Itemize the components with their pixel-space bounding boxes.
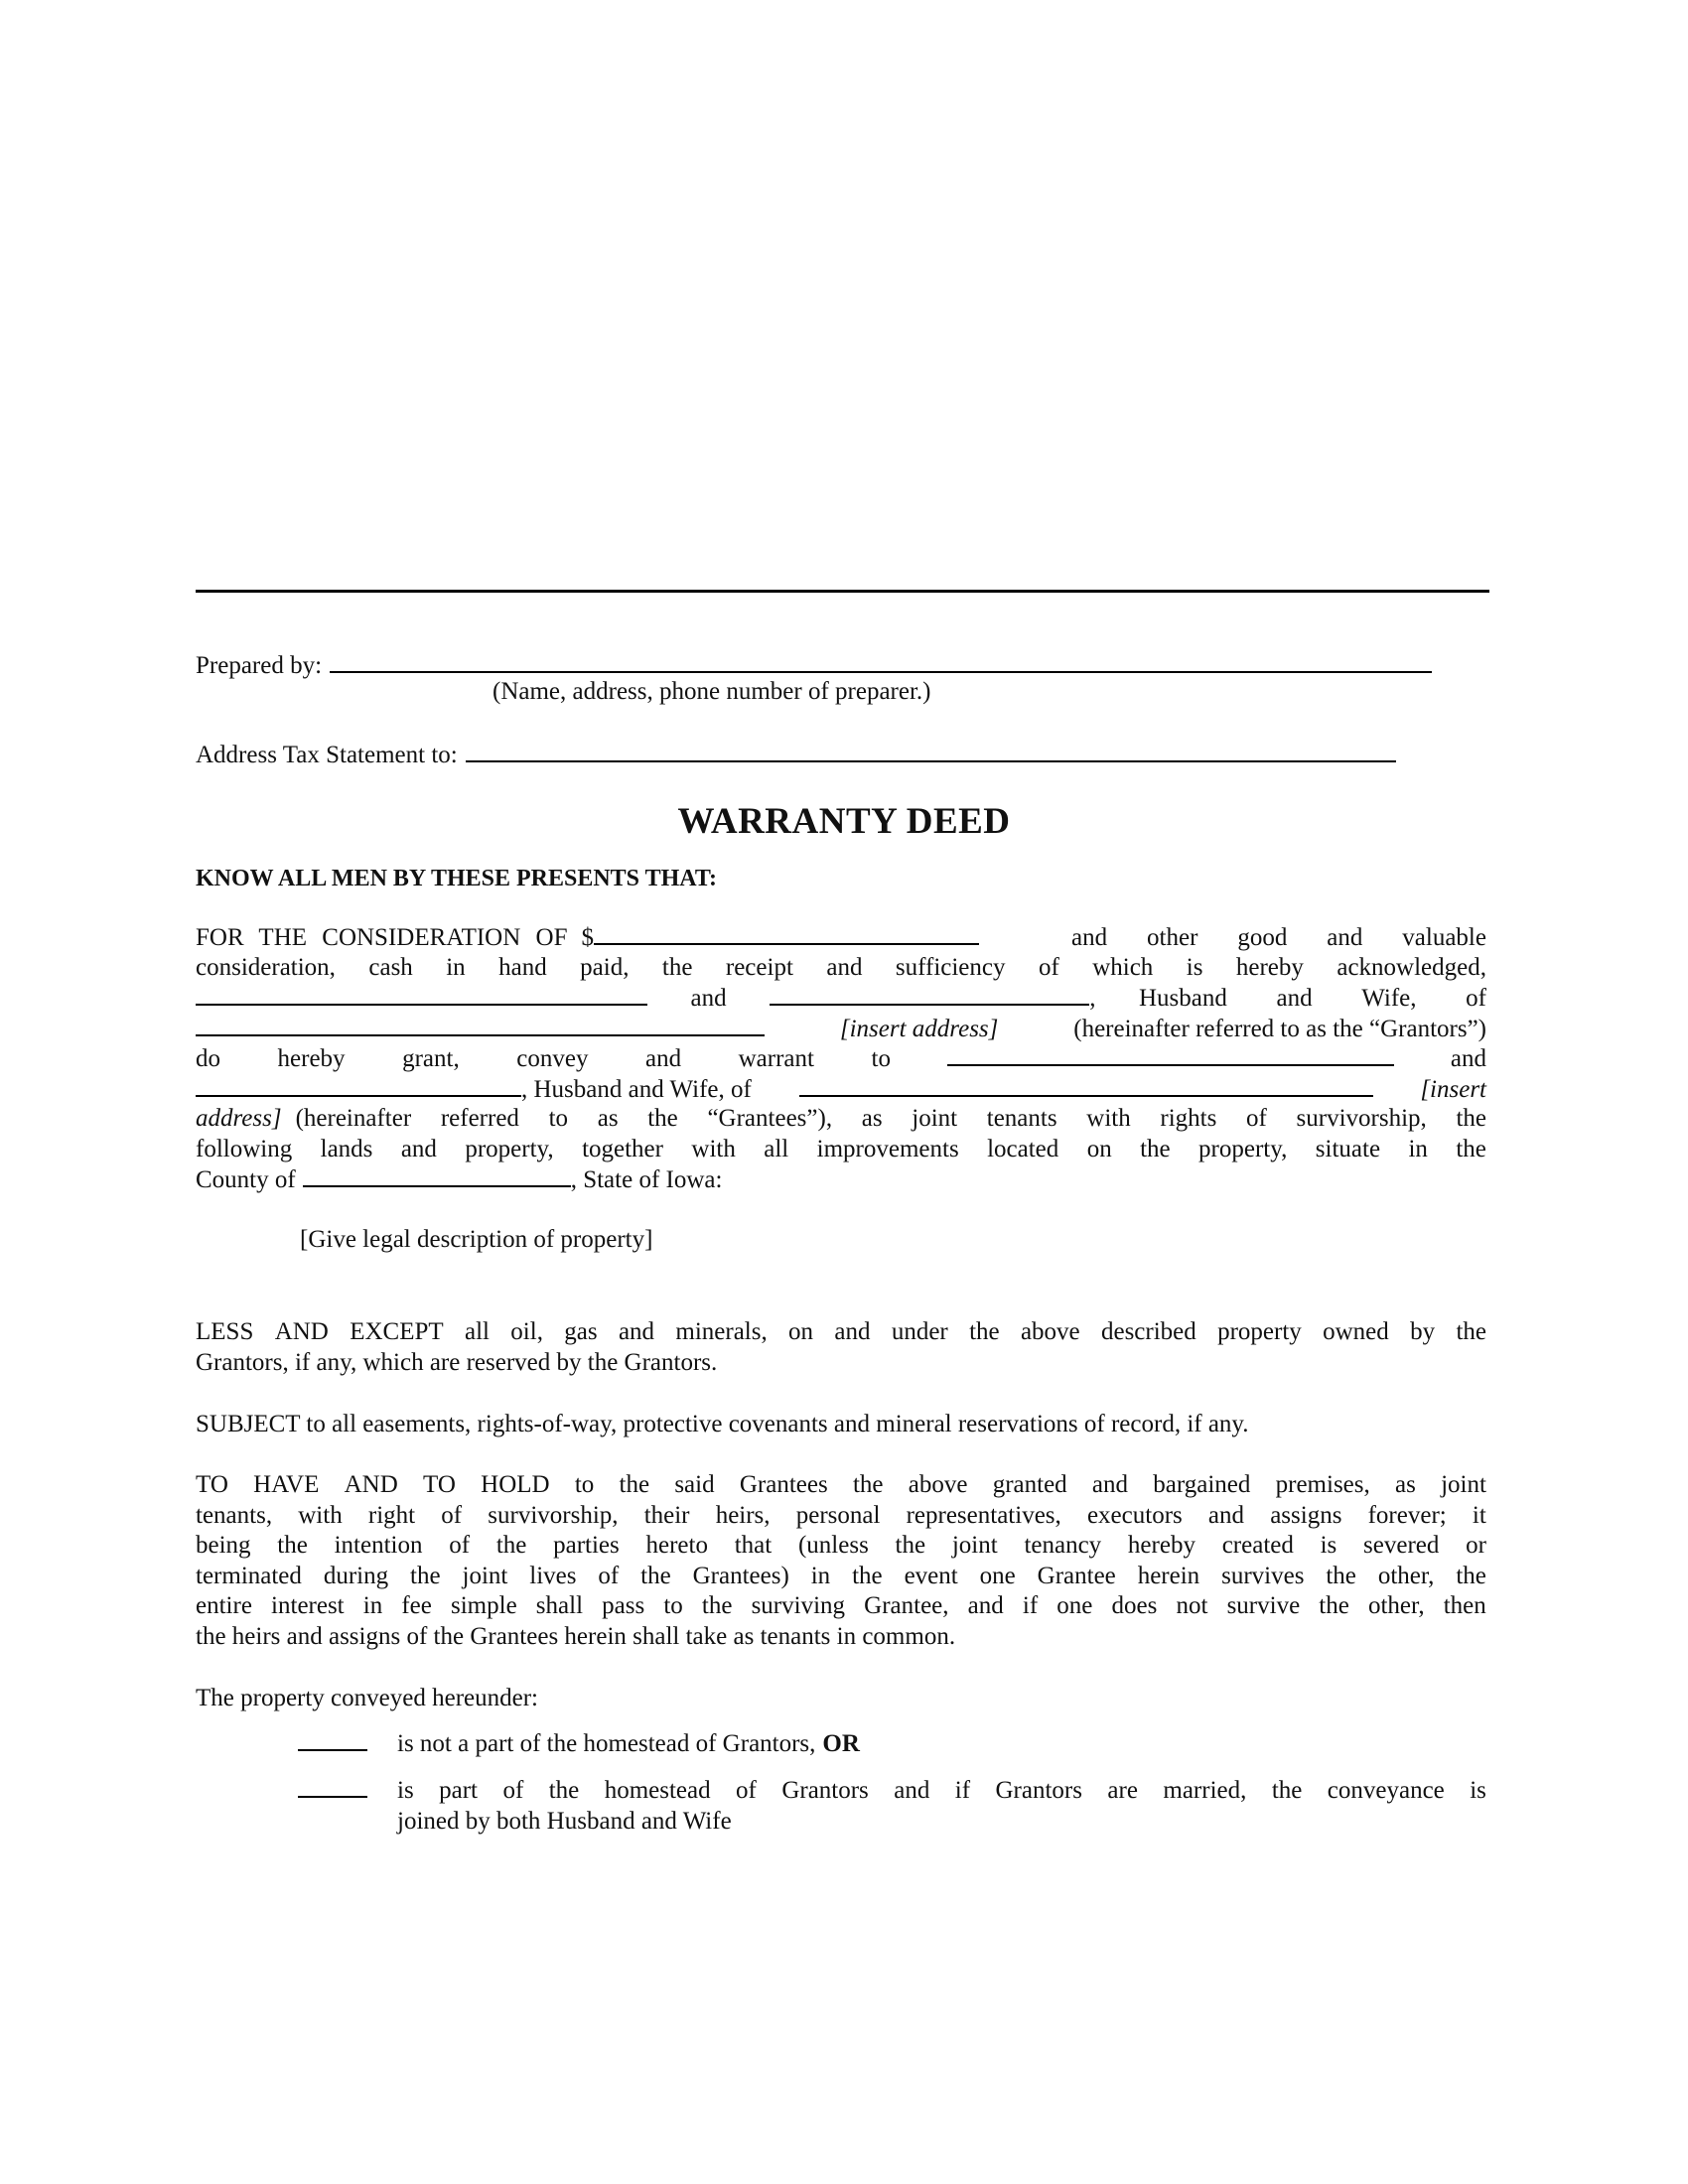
- word: all: [464, 1318, 490, 1345]
- word: interest: [271, 1592, 345, 1619]
- word: if: [1022, 1592, 1039, 1619]
- word: AND: [274, 1318, 329, 1345]
- word: of: [502, 1777, 524, 1804]
- word: joint: [462, 1562, 508, 1589]
- word: good: [1237, 924, 1288, 951]
- consideration-line-5: [196, 1044, 1486, 1075]
- habendum-line-6: [196, 1623, 1486, 1654]
- word: the: [661, 953, 693, 981]
- word: lands: [320, 1135, 373, 1162]
- prepared-by-field[interactable]: [330, 649, 1432, 673]
- legal-description-placeholder[interactable]: [Give legal description of property]: [300, 1226, 653, 1253]
- word: of: [1246, 1105, 1267, 1132]
- word: hereby: [277, 1045, 346, 1072]
- consideration-line-4: [196, 1015, 1486, 1045]
- consideration-lead: FOR THE CONSIDERATION OF: [196, 924, 568, 951]
- word: and: [1091, 1471, 1129, 1498]
- word: the: [895, 1532, 926, 1559]
- consideration-amount-field[interactable]: [594, 923, 979, 945]
- word: property: [1217, 1318, 1302, 1345]
- word: do: [196, 1045, 220, 1072]
- word: warrant: [738, 1045, 814, 1072]
- word: assigns: [1270, 1501, 1342, 1529]
- comma: ,: [1089, 985, 1096, 1012]
- word: married,: [1163, 1777, 1247, 1804]
- word: granted: [992, 1471, 1067, 1498]
- word: and: [826, 953, 863, 981]
- word: above: [1020, 1318, 1080, 1345]
- word: oil,: [510, 1318, 543, 1345]
- word: the: [619, 1471, 650, 1498]
- word: in: [446, 953, 466, 981]
- word: during: [323, 1562, 389, 1589]
- word: following: [196, 1135, 293, 1162]
- word: entire: [196, 1592, 252, 1619]
- word: terminated: [196, 1562, 302, 1589]
- word: Grantors: [995, 1777, 1082, 1804]
- word: is: [397, 1777, 414, 1804]
- word: Husband: [1139, 985, 1227, 1012]
- word: the: [852, 1471, 884, 1498]
- word: heirs,: [715, 1501, 771, 1529]
- word: the: [852, 1562, 883, 1589]
- word: joint: [951, 1532, 998, 1559]
- word: representatives,: [906, 1501, 1061, 1529]
- word: and: [1207, 1501, 1245, 1529]
- word: the: [1456, 1105, 1486, 1132]
- or-text: OR: [822, 1730, 860, 1757]
- know-all-heading: KNOW ALL MEN BY THESE PRESENTS THAT:: [196, 866, 718, 891]
- word: being: [196, 1532, 251, 1559]
- word: the: [277, 1532, 308, 1559]
- word: surviving: [751, 1592, 846, 1619]
- word: homestead: [604, 1777, 711, 1804]
- word: described: [1100, 1318, 1196, 1345]
- grantor-2-name-field[interactable]: [770, 984, 1089, 1006]
- word: tenants,: [196, 1501, 273, 1529]
- word: EXCEPT: [350, 1318, 444, 1345]
- grantee-1-name-field[interactable]: [947, 1044, 1394, 1066]
- word: to: [663, 1592, 683, 1619]
- consideration-paragraph: [196, 923, 1486, 1196]
- word: event: [904, 1562, 958, 1589]
- word: premises,: [1275, 1471, 1370, 1498]
- word: valuable: [1402, 924, 1486, 951]
- word: survivorship,: [488, 1501, 619, 1529]
- word: LESS: [196, 1318, 254, 1345]
- word: with: [1086, 1105, 1131, 1132]
- word: bargained: [1153, 1471, 1251, 1498]
- word: located: [987, 1135, 1059, 1162]
- homestead-option-not-part: [298, 1730, 860, 1758]
- word: Grantees: [739, 1471, 828, 1498]
- word: with: [298, 1501, 343, 1529]
- homestead-part-line-2-text: joined by both Husband and Wife: [397, 1807, 732, 1835]
- word: and: [1071, 924, 1108, 951]
- word: above: [908, 1471, 968, 1498]
- word: convey: [516, 1045, 589, 1072]
- word: tenants: [986, 1105, 1057, 1132]
- husband-wife-of: , Husband and Wife, of: [521, 1075, 752, 1103]
- word: herein: [1137, 1562, 1200, 1589]
- homestead-part-checkbox[interactable]: [298, 1778, 367, 1798]
- word: tenancy: [1024, 1532, 1102, 1559]
- consideration-line-7: [196, 1105, 1486, 1136]
- word: other,: [1367, 1592, 1425, 1619]
- word: and: [894, 1777, 930, 1804]
- word: then: [1443, 1592, 1486, 1619]
- word: together: [582, 1135, 663, 1162]
- word: (hereinafter: [295, 1105, 412, 1132]
- word: and: [644, 1045, 682, 1072]
- word: the: [495, 1532, 527, 1559]
- grantees-address-field[interactable]: [799, 1075, 1373, 1097]
- word: of: [449, 1532, 471, 1559]
- word: and: [1327, 924, 1363, 951]
- word: consideration,: [196, 953, 336, 981]
- word: and: [618, 1318, 655, 1345]
- word: hereby: [1127, 1532, 1196, 1559]
- word: right: [367, 1501, 416, 1529]
- habendum-line-2: [196, 1502, 1486, 1533]
- word: hand: [498, 953, 547, 981]
- word: under: [891, 1318, 948, 1345]
- word: property,: [1198, 1135, 1288, 1162]
- word: other,: [1377, 1562, 1435, 1589]
- word: the: [1271, 1777, 1303, 1804]
- consideration-line-1-tail: [1071, 924, 1486, 952]
- word: Grantee,: [864, 1592, 949, 1619]
- word: the: [1326, 1562, 1356, 1589]
- word: and: [400, 1135, 437, 1162]
- word: survive: [1226, 1592, 1301, 1619]
- word: as: [861, 1105, 883, 1132]
- word: fee: [401, 1592, 432, 1619]
- husband-wife-of: [1139, 985, 1486, 1013]
- word: in: [1408, 1135, 1428, 1162]
- word: minerals,: [675, 1318, 768, 1345]
- grantees-definition: [296, 1105, 1486, 1133]
- word: situate: [1315, 1135, 1381, 1162]
- word: of: [736, 1777, 757, 1804]
- word: in: [362, 1592, 383, 1619]
- word: is: [1320, 1532, 1337, 1559]
- homestead-not-part-text: is not a part of the homestead of Grantors,: [397, 1730, 816, 1757]
- consideration-line-6: [196, 1075, 1486, 1106]
- word: severed: [1363, 1532, 1440, 1559]
- word: rights: [1160, 1105, 1217, 1132]
- word: one: [1056, 1592, 1093, 1619]
- grantee-2-name-field[interactable]: [196, 1075, 521, 1097]
- word: as: [1395, 1471, 1416, 1498]
- word: part: [439, 1777, 478, 1804]
- word: cash: [368, 953, 413, 981]
- habendum-tail: the heirs and assigns of the Grantees herein shall take as tenants in common.: [196, 1622, 956, 1650]
- habendum-line-1: [196, 1471, 1486, 1502]
- homestead-option-part: [298, 1777, 1486, 1838]
- consideration-line-9: [196, 1165, 1486, 1196]
- habendum-line-3: [196, 1532, 1486, 1563]
- word: referred: [440, 1105, 519, 1132]
- word: the: [640, 1562, 671, 1589]
- word: receipt: [725, 953, 793, 981]
- word: in: [810, 1562, 831, 1589]
- word: Grantee: [1037, 1562, 1116, 1589]
- word: TO: [423, 1471, 456, 1498]
- subject-to-paragraph: SUBJECT to all easements, rights-of-way, protective covenants and mineral reservations of record, if any.: [196, 1411, 1249, 1437]
- grantors-definition: (hereinafter referred to as the “Grantors”): [1073, 1015, 1486, 1042]
- word: lives: [529, 1562, 577, 1589]
- word: hereto: [645, 1532, 708, 1559]
- word: “Grantees”),: [707, 1105, 833, 1132]
- dollar-sign: $: [581, 924, 594, 951]
- habendum-line-5: [196, 1592, 1486, 1623]
- word: conveyance: [1327, 1777, 1445, 1804]
- word: the: [1456, 1562, 1486, 1589]
- homestead-part-line-2: [397, 1808, 1486, 1839]
- less-and-except-line-1: [196, 1318, 1486, 1349]
- word: acknowledged,: [1336, 953, 1486, 981]
- prepared-by-label: Prepared by:: [196, 652, 323, 679]
- word: HOLD: [481, 1471, 550, 1498]
- word: (unless: [797, 1532, 869, 1559]
- insert-address-hint: [insert: [1420, 1075, 1486, 1103]
- word: their: [643, 1501, 690, 1529]
- homestead-part-line-1: [397, 1777, 1486, 1808]
- word: if: [954, 1777, 971, 1804]
- word: gas: [564, 1318, 598, 1345]
- state-of-iowa: , State of Iowa:: [570, 1166, 723, 1193]
- word: grant,: [402, 1045, 460, 1072]
- consideration-line-3: [196, 984, 1486, 1015]
- word: of: [441, 1501, 463, 1529]
- word: the: [647, 1105, 678, 1132]
- word: to: [871, 1045, 891, 1072]
- habendum-paragraph: [196, 1471, 1486, 1653]
- document-title: WARRANTY DEED: [677, 801, 1011, 842]
- word: and: [834, 1318, 871, 1345]
- word: the: [548, 1777, 580, 1804]
- word: and: [967, 1592, 1004, 1619]
- homestead-part-text: [397, 1777, 1486, 1838]
- address-tax-field[interactable]: [466, 739, 1396, 762]
- word: the: [1319, 1592, 1349, 1619]
- prepared-by-hint: (Name, address, phone number of preparer.): [492, 678, 931, 705]
- word: of: [1038, 953, 1059, 981]
- word: or: [1466, 1532, 1486, 1559]
- word: joint: [912, 1105, 958, 1132]
- county-of-label: County of: [196, 1166, 296, 1193]
- word: are: [1107, 1777, 1138, 1804]
- word: as: [597, 1105, 619, 1132]
- word: which: [1092, 953, 1154, 981]
- word: Grantees): [692, 1562, 789, 1589]
- less-and-except-line-2: [196, 1349, 1486, 1380]
- word: pass: [602, 1592, 645, 1619]
- word: the: [410, 1562, 441, 1589]
- word: the: [1456, 1318, 1486, 1345]
- homestead-intro: The property conveyed hereunder:: [196, 1685, 538, 1711]
- word: on: [1086, 1135, 1112, 1162]
- word: HAVE: [253, 1471, 320, 1498]
- insert-address-hint: [insert address]: [839, 1015, 999, 1042]
- address-tax-label: Address Tax Statement to:: [196, 742, 458, 768]
- word: survives: [1221, 1562, 1305, 1589]
- word: paid,: [580, 953, 630, 981]
- word: improvements: [816, 1135, 959, 1162]
- header-rule: [196, 590, 1489, 593]
- word: said: [674, 1471, 715, 1498]
- word: one: [979, 1562, 1016, 1589]
- consideration-line-2: [196, 954, 1486, 985]
- word: is: [1470, 1777, 1486, 1804]
- word: survivorship,: [1296, 1105, 1427, 1132]
- habendum-line-4: [196, 1563, 1486, 1593]
- grantor-1-name-field[interactable]: [196, 984, 647, 1006]
- word: is: [1186, 953, 1203, 981]
- word: and: [1276, 985, 1313, 1012]
- word: simple: [451, 1592, 517, 1619]
- word: personal: [795, 1501, 881, 1529]
- word: all: [764, 1135, 789, 1162]
- grant-convey-warrant: [196, 1045, 891, 1073]
- word: sufficiency: [895, 953, 1006, 981]
- and-text: and: [690, 985, 727, 1012]
- word: not: [1176, 1592, 1208, 1619]
- word: by: [1410, 1318, 1436, 1345]
- grantors-address-field[interactable]: [196, 1015, 765, 1036]
- consideration-line-8: [196, 1136, 1486, 1166]
- word: property,: [465, 1135, 554, 1162]
- word: the: [1456, 1135, 1486, 1162]
- word: on: [788, 1318, 814, 1345]
- word: shall: [535, 1592, 584, 1619]
- and-text: and: [1450, 1045, 1486, 1072]
- consideration-line-1: [196, 923, 1486, 954]
- word: does: [1111, 1592, 1158, 1619]
- word: that: [734, 1532, 773, 1559]
- word: other: [1147, 924, 1198, 951]
- less-and-except-paragraph: [196, 1318, 1486, 1379]
- word: created: [1221, 1532, 1294, 1559]
- word: parties: [553, 1532, 620, 1559]
- word: the: [701, 1592, 733, 1619]
- address-tax-row: [196, 739, 1396, 770]
- word: Grantors: [781, 1777, 869, 1804]
- word: forever;: [1367, 1501, 1447, 1529]
- word: intention: [334, 1532, 423, 1559]
- word: of: [1466, 985, 1486, 1012]
- word: TO: [196, 1471, 228, 1498]
- word: hereby: [1235, 953, 1304, 981]
- word: executors: [1086, 1501, 1183, 1529]
- word: to: [548, 1105, 569, 1132]
- word: joint: [1441, 1471, 1486, 1498]
- word: the: [969, 1318, 1000, 1345]
- word: owned: [1323, 1318, 1389, 1345]
- less-and-except-tail: Grantors, if any, which are reserved by the Grantors.: [196, 1348, 718, 1376]
- homestead-not-part-checkbox[interactable]: [298, 1731, 367, 1751]
- word: Wife,: [1361, 985, 1417, 1012]
- word: to: [574, 1471, 595, 1498]
- insert-address-hint: address]: [196, 1105, 282, 1132]
- word: it: [1472, 1501, 1486, 1529]
- word: with: [691, 1135, 736, 1162]
- word: of: [598, 1562, 620, 1589]
- word: the: [1140, 1135, 1171, 1162]
- county-field[interactable]: [303, 1165, 571, 1187]
- word: AND: [344, 1471, 398, 1498]
